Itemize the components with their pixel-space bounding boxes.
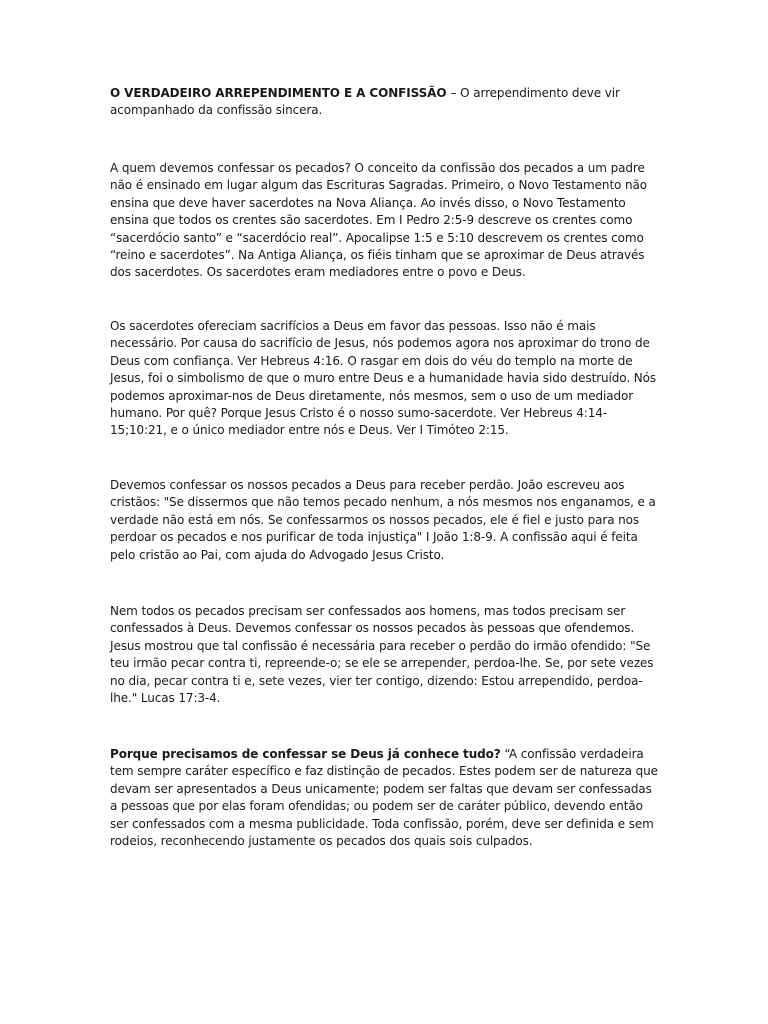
question-heading: Porque precisamos de confessar se Deus já conhece tudo?	[110, 747, 501, 761]
intro-text: – O arrependimento deve vir acompanhado da confissão sincera.	[110, 86, 620, 118]
final-text: “A confissão verdadeira tem sempre caráter específico e faz distinção de pecados. Estes podem ser de natureza que devam ser apresentados a Deus unicamente; podem ser faltas que devam ser confessadas a pessoas que por elas foram ofendidas; ou podem ser de caráter público, devendo então ser confessados com a mesma publicidade. Toda confissão, porém, deve ser definida e sem rodeios, reconhecendo justamente os pecados dos quais sois culpados.	[110, 747, 658, 849]
paragraph-confess-to-god: Devemos confessar os nossos pecados a Deus para receber perdão. João escreveu aos cristãos: "Se dissermos que não temos pecado nenhum, a nós mesmos nos enganamos, e a verdade não está em nós. Se confessarmos os nossos pecados, ele é fiel e justo para nos perdoar os pecados e nos purificar de toda injustiça" I João 1:8-9. A confissão aqui é feita pelo cristão ao Pai, com ajuda do Advogado Jesus Cristo.	[110, 478, 656, 562]
paragraph-confess-to-men: Nem todos os pecados precisam ser confessados aos homens, mas todos precisam ser confessados à Deus. Devemos confessar os nossos pecados às pessoas que ofendemos. Jesus mostrou que tal confissão é necessária para receber o perdão do irmão ofendido: "Se teu irmão pecar contra ti, repreende-o; se ele se arrepender, perdoa-lhe. Se, por sete vezes no dia, pecar contra ti e, sete vezes, vier ter contigo, dizendo: Estou arrependido, perdoa-lhe." Lucas 17:3-4.	[110, 604, 654, 706]
document-title: O VERDADEIRO ARREPENDIMENTO E A CONFISSÃO	[110, 86, 451, 100]
paragraph-why-confess	[110, 746, 662, 850]
intro-paragraph	[110, 85, 662, 120]
paragraph-sacrifices: Os sacerdotes ofereciam sacrifícios a Deus em favor das pessoas. Isso não é mais necessário. Por causa do sacrifício de Jesus, nós podemos agora nos aproximar do trono de Deus com confiança. Ver Hebreus 4:16. O rasgar em dois do véu do templo na morte de Jesus, foi o simbolismo de que o muro entre Deus e a humanidade havia sido destruído. Nós podemos aproximar-nos de Deus diretamente, nós mesmos, sem o uso de um mediador humano. Por quê? Porque Jesus Cristo é o nosso sumo-sacerdote. Ver Hebreus 4:14-15;10:21, e o único mediador entre nós e Deus. Ver I Timóteo 2:15.	[110, 319, 657, 438]
paragraph-confession-to-whom: A quem devemos confessar os pecados? O conceito da confissão dos pecados a um padre não é ensinado em lugar algum das Escrituras Sagradas. Primeiro, o Novo Testamento não ensina que deve haver sacerdotes na Nova Aliança. Ao invés disso, o Novo Testamento ensina que todos os crentes são sacerdotes. Em I Pedro 2:5-9 descreve os crentes como “sacerdócio santo” e “sacerdócio real”. Apocalipse 1:5 e 5:10 descrevem os crentes como “reino e sacerdotes”. Na Antiga Aliança, os fiéis tinham que se aproximar de Deus através dos sacerdotes. Os sacerdotes eram mediadores entre o povo e Deus.	[110, 161, 648, 280]
